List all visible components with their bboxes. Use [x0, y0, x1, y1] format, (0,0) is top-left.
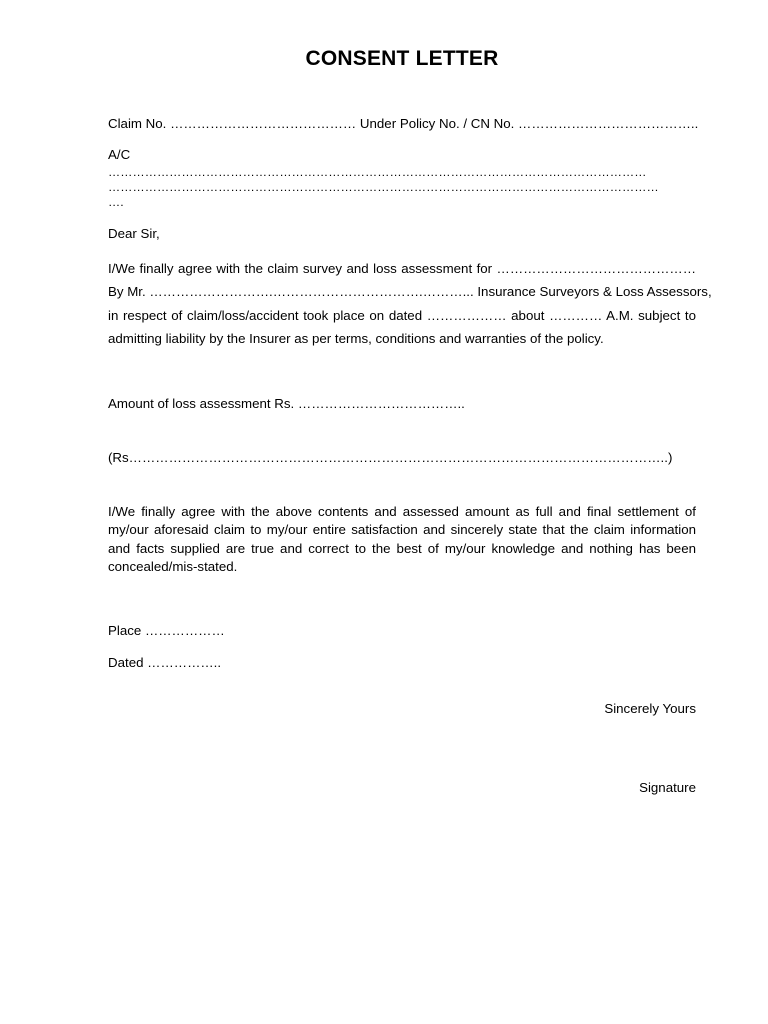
salutation: Dear Sir,: [108, 226, 160, 241]
rs-line: (Rs…………………………………………………………………………………………………………..): [108, 450, 673, 465]
settlement-paragraph: I/We finally agree with the above contents and assessed amount as full and final settlement of my/our aforesaid claim to my/our entire satisfaction and sincerely state that the claim information and facts supplied are true and correct to the best of my/our knowledge and nothing has been concealed/mis-stated.: [108, 504, 696, 574]
dated-line: Dated ……………..: [108, 655, 222, 670]
agree-line-4: admitting liability by the Insurer as per terms, conditions and warranties of the policy.: [108, 331, 604, 346]
signature-label: Signature: [639, 780, 696, 795]
ac-dots-line-2: ………………………………………………………………………………………………………………………: [108, 180, 659, 194]
agree-line-2: By Mr. ……………………….…………………………….………... Insurance Surveyors & Loss Assessors,: [108, 284, 712, 299]
ac-label: A/C: [108, 147, 131, 162]
closing: Sincerely Yours: [604, 701, 696, 716]
amount-line: Amount of loss assessment Rs. ………………………………..: [108, 396, 465, 411]
letter-title: CONSENT LETTER: [305, 47, 499, 70]
claim-policy-line: Claim No. …………………………………… Under Policy No. / CN No. …………………………………..: [108, 116, 699, 131]
place-line: Place ………………: [108, 623, 225, 638]
agree-line-1: I/We finally agree with the claim survey and loss assessment for ………………………………………: [108, 261, 696, 276]
agree-line-3: in respect of claim/loss/accident took place on dated ……………… about ………… A.M. subject to: [108, 308, 696, 323]
ac-dots-line-1: ……………………………………………………………………………………………………………………: [108, 165, 647, 179]
ac-dots-line-3: ….: [108, 195, 124, 209]
